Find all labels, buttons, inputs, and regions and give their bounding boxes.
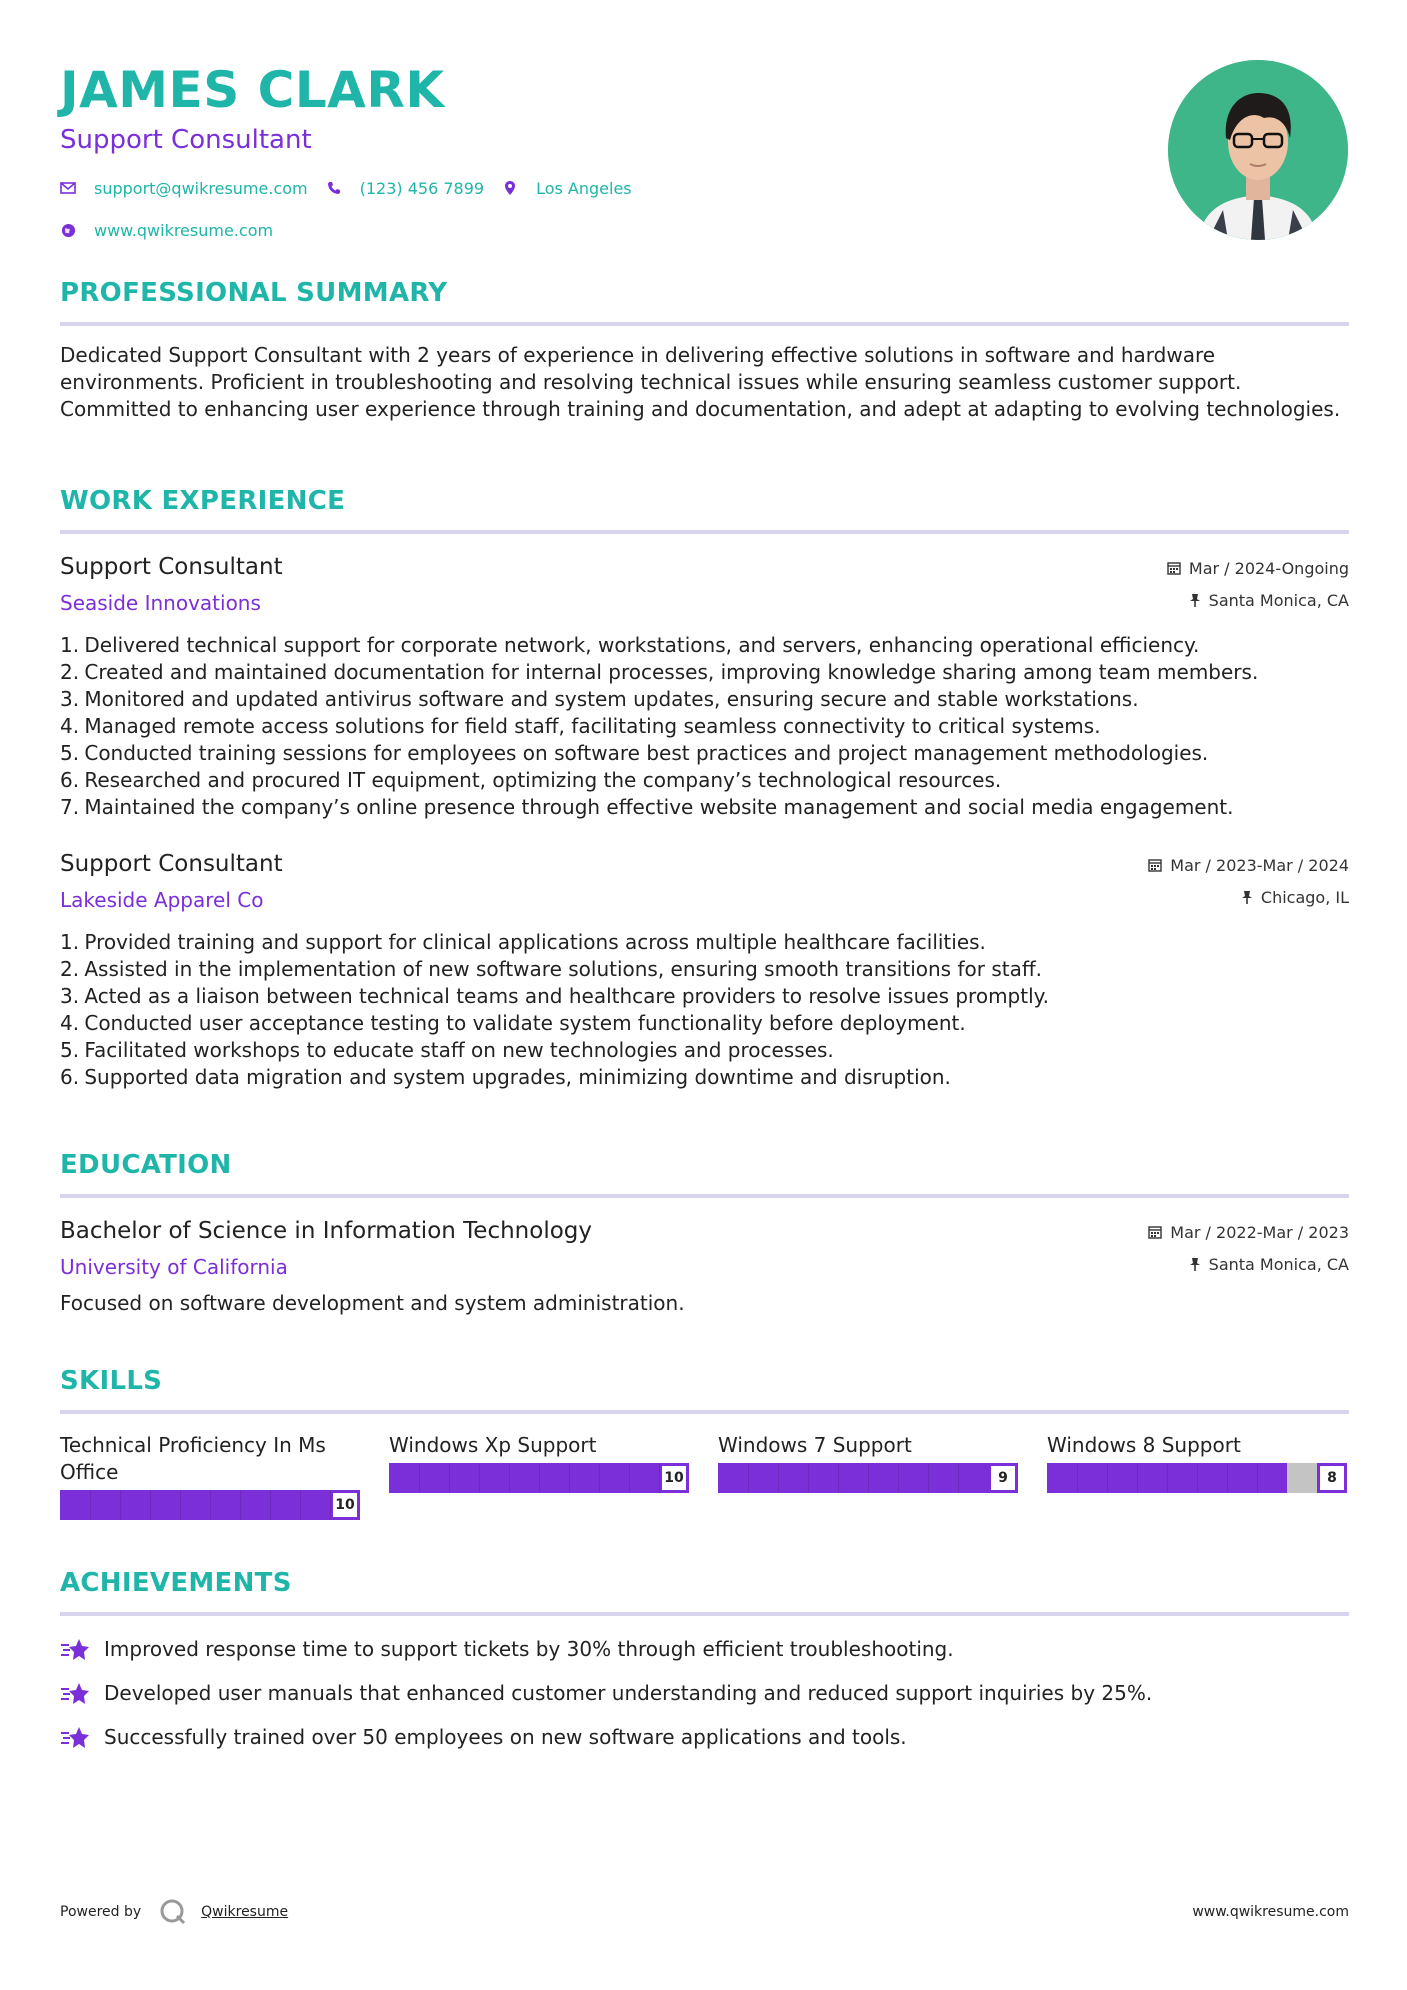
education-description: Focused on software development and system administration. (60, 1291, 685, 1315)
skill-bar-segment (1137, 1463, 1138, 1493)
list-item: 2. Created and maintained documentation for internal processes, improving knowledge sharing among team members. (60, 660, 1259, 684)
skill-bar-segment (778, 1463, 779, 1493)
email-text: support@qwikresume.com (94, 178, 308, 198)
skill-bar-segment (629, 1463, 630, 1493)
skill-bar-segment (838, 1463, 839, 1493)
section-title: SKILLS (60, 1366, 163, 1396)
phone-text: (123) 456 7899 (359, 178, 485, 198)
page-footer (60, 1898, 1349, 1926)
list-item: 5. Conducted training sessions for employees on software best practices and project management methodologies. (60, 741, 1209, 765)
skill-level-badge: 8 (1317, 1463, 1347, 1493)
skill-bar-segment (599, 1463, 600, 1493)
section-divider (60, 322, 1349, 326)
skill-bar-segment (1107, 1463, 1108, 1493)
achievements-list (60, 1636, 1349, 1751)
job-title: Support Consultant (60, 851, 283, 877)
section-title: PROFESSIONAL SUMMARY (60, 278, 448, 308)
skill-bar-segment (748, 1463, 749, 1493)
section-title: ACHIEVEMENTS (60, 1568, 292, 1598)
skill-name: Windows 7 Support (718, 1433, 912, 1457)
job-entry (60, 849, 1349, 1091)
skill-level-bar (1047, 1463, 1347, 1493)
job-company: Seaside Innovations (60, 591, 261, 615)
calendar-icon (1167, 561, 1181, 575)
website-text: www.qwikresume.com (94, 220, 274, 240)
skill-item (718, 1432, 1018, 1520)
location-text: Los Angeles (536, 178, 632, 198)
education-location: Santa Monica, CA (1208, 1254, 1349, 1274)
skill-bar-segment (150, 1490, 151, 1520)
list-item: 3. Acted as a liaison between technical teams and healthcare providers to resolve issues promptly. (60, 984, 1049, 1008)
education-entry (60, 1216, 1349, 1317)
skill-item (60, 1432, 360, 1520)
list-item: Improved response time to support tickets by 30% through efficient troubleshooting. (60, 1636, 1349, 1663)
skill-bar-segment (509, 1463, 510, 1493)
skill-name: Windows Xp Support (389, 1433, 597, 1457)
skill-bar-segment (928, 1463, 929, 1493)
brand-link[interactable]: Qwikresume (201, 1904, 289, 1920)
calendar-icon (1148, 858, 1162, 872)
list-item: 4. Conducted user acceptance testing to validate system functionality before deployment. (60, 1011, 966, 1035)
skill-bar-segment (868, 1463, 869, 1493)
skill-bar-segment (479, 1463, 480, 1493)
skill-bar-segment (1167, 1463, 1168, 1493)
skill-level-badge: 9 (988, 1463, 1018, 1493)
skill-bar-segment (539, 1463, 540, 1493)
list-item: 6. Supported data migration and system upgrades, minimizing downtime and disruption. (60, 1065, 951, 1089)
skill-bar-segment (120, 1490, 121, 1520)
section-divider (60, 1612, 1349, 1616)
resume-header (60, 60, 860, 240)
experience-section (60, 484, 1349, 1091)
shooting-star-icon (60, 1680, 90, 1707)
pushpin-icon (1189, 593, 1201, 607)
list-item: Developed user manuals that enhanced customer understanding and reduced support inquiries by 25%. (60, 1680, 1349, 1707)
globe-icon (60, 222, 76, 238)
job-entry (60, 552, 1349, 821)
section-divider (60, 1410, 1349, 1414)
job-company: Lakeside Apparel Co (60, 888, 264, 912)
contact-location (502, 178, 632, 198)
calendar-icon (1148, 1225, 1162, 1239)
contact-phone[interactable] (326, 178, 484, 198)
contact-email[interactable] (60, 178, 308, 198)
skill-item (389, 1432, 689, 1520)
education-meta (1148, 1216, 1349, 1274)
pushpin-icon (1241, 890, 1253, 904)
contact-row-2 (60, 220, 860, 240)
list-item: 1. Provided training and support for clinical applications across multiple healthcare facilities. (60, 930, 986, 954)
section-divider (60, 1194, 1349, 1198)
candidate-name: JAMES CLARK (60, 61, 445, 119)
qwikresume-logo-icon (159, 1898, 187, 1926)
skill-level-bar (60, 1490, 360, 1520)
skill-name: Technical Proficiency In Ms Office (60, 1433, 326, 1484)
list-item: 3. Monitored and updated antivirus software and system updates, ensuring secure and stable workstations. (60, 687, 1139, 711)
skill-level-fill (718, 1463, 988, 1493)
skill-item (1047, 1432, 1347, 1520)
skill-bar-segment (330, 1490, 331, 1520)
section-title: EDUCATION (60, 1150, 232, 1180)
section-divider (60, 530, 1349, 534)
degree-title: Bachelor of Science in Information Technology (60, 1218, 592, 1244)
job-location: Chicago, IL (1260, 887, 1349, 907)
achievements-section (60, 1566, 1349, 1768)
summary-text: Dedicated Support Consultant with 2 years of experience in delivering effective solutions in software and hardware environments. Proficient in troubleshooting and resolving technical issues while ensuring seamless customer support. Committed to enhancing user experience through training and documentation, and adept at adapting to evolving technologies. (60, 343, 1341, 421)
candidate-role: Support Consultant (60, 125, 312, 155)
pushpin-icon (1189, 1257, 1201, 1271)
contact-row (60, 178, 860, 198)
summary-section (60, 276, 1349, 423)
skill-name: Windows 8 Support (1047, 1433, 1241, 1457)
skills-section (60, 1364, 1349, 1520)
skill-bar-segment (898, 1463, 899, 1493)
skill-level-bar (389, 1463, 689, 1493)
skills-list (60, 1432, 1349, 1520)
skill-bar-segment (1197, 1463, 1198, 1493)
list-item: 6. Researched and procured IT equipment, optimizing the company’s technological resources. (60, 768, 1002, 792)
job-bullets (60, 632, 1349, 821)
school-name: University of California (60, 1255, 288, 1279)
skill-bar-segment (419, 1463, 420, 1493)
list-item: 4. Managed remote access solutions for field staff, facilitating seamless connectivity to critical systems. (60, 714, 1101, 738)
job-bullets (60, 929, 1349, 1091)
education-dates: Mar / 2022-Mar / 2023 (1170, 1222, 1349, 1242)
skill-bar-segment (300, 1490, 301, 1520)
phone-icon (326, 180, 342, 196)
skill-bar-segment (240, 1490, 241, 1520)
contact-website[interactable] (60, 220, 273, 240)
footer-website-link[interactable]: www.qwikresume.com (1192, 1904, 1349, 1920)
skill-level-badge: 10 (659, 1463, 689, 1493)
skill-bar-segment (659, 1463, 660, 1493)
skill-bar-segment (449, 1463, 450, 1493)
skill-bar-segment (1257, 1463, 1258, 1493)
envelope-icon (60, 180, 76, 196)
profile-photo (1168, 60, 1348, 240)
job-dates: Mar / 2023-Mar / 2024 (1170, 855, 1349, 875)
job-location: Santa Monica, CA (1208, 590, 1349, 610)
skill-bar-segment (90, 1490, 91, 1520)
list-item: 1. Delivered technical support for corporate network, workstations, and servers, enhancing operational efficiency. (60, 633, 1200, 657)
skill-bar-segment (210, 1490, 211, 1520)
skill-bar-segment (1077, 1463, 1078, 1493)
list-item: 7. Maintained the company’s online presence through effective website management and social media engagement. (60, 795, 1234, 819)
powered-by-text: Powered by (60, 1904, 142, 1920)
job-title: Support Consultant (60, 554, 283, 580)
skill-bar-segment (958, 1463, 959, 1493)
list-item: 2. Assisted in the implementation of new software solutions, ensuring smooth transitions for staff. (60, 957, 1042, 981)
education-section (60, 1148, 1349, 1317)
skill-bar-segment (180, 1490, 181, 1520)
section-title: WORK EXPERIENCE (60, 486, 346, 516)
shooting-star-icon (60, 1636, 90, 1663)
map-pin-icon (502, 180, 518, 196)
job-meta (1148, 849, 1349, 907)
job-dates: Mar / 2024-Ongoing (1188, 558, 1349, 578)
shooting-star-icon (60, 1724, 90, 1751)
list-item: 5. Facilitated workshops to educate staff on new technologies and processes. (60, 1038, 834, 1062)
job-meta (1167, 552, 1349, 610)
skill-bar-segment (569, 1463, 570, 1493)
skill-bar-segment (270, 1490, 271, 1520)
skill-bar-segment (808, 1463, 809, 1493)
skill-level-bar (718, 1463, 1018, 1493)
skill-bar-segment (1227, 1463, 1228, 1493)
skill-level-badge: 10 (330, 1490, 360, 1520)
list-item: Successfully trained over 50 employees on new software applications and tools. (60, 1724, 1349, 1751)
